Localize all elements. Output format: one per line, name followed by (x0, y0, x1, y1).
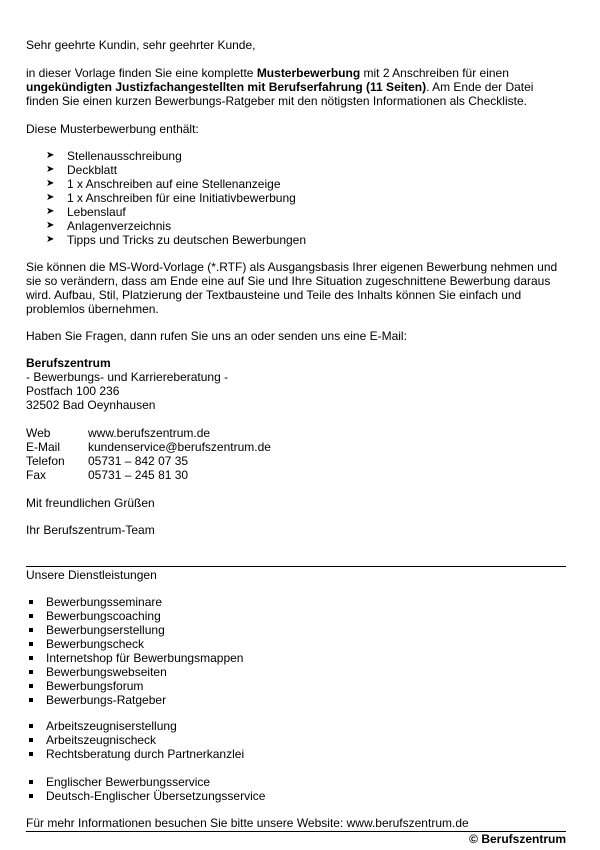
list-item: Arbeitszeugnischeck (26, 733, 566, 747)
square-bullet-icon (29, 656, 33, 660)
signature: Ihr Berufszentrum-Team (26, 523, 155, 537)
salutation: Sehr geehrte Kundin, sehr geehrter Kunde, (26, 38, 256, 52)
intro-text-start: in dieser Vorlage finden Sie eine komplette (26, 66, 257, 80)
list-item: Bewerbungserstellung (26, 623, 566, 637)
square-bullet-icon (29, 724, 33, 728)
list-item: ➤ 1 x Anschreiben für eine Initiativbewerbung (46, 191, 296, 205)
arrow-bullet-icon: ➤ (46, 220, 55, 231)
arrow-bullet-icon: ➤ (46, 234, 55, 245)
company-city: 32502 Bad Oeynhausen (26, 398, 156, 412)
arrow-bullet-icon: ➤ (46, 150, 55, 161)
square-bullet-icon (29, 600, 33, 604)
list-item: Bewerbungswebseiten (26, 665, 566, 679)
list-item: ➤ Stellenausschreibung (46, 149, 182, 163)
square-bullet-icon (29, 698, 33, 702)
square-bullet-icon (29, 628, 33, 632)
list-item: Arbeitszeugniserstellung (26, 719, 566, 733)
services-list-2 (26, 719, 566, 761)
list-item: Bewerbungs-Ratgeber (26, 693, 566, 707)
arrow-bullet-icon: ➤ (46, 178, 55, 189)
list-item: Bewerbungscheck (26, 637, 566, 651)
square-bullet-icon (29, 752, 33, 756)
intro-paragraph (26, 66, 566, 108)
more-info-text: Für mehr Informationen besuchen Sie bitte unsere Website: www.berufszentrum.de (26, 816, 469, 830)
contact-table (26, 426, 566, 482)
list-item: Bewerbungsforum (26, 679, 566, 693)
company-po-box: Postfach 100 236 (26, 384, 120, 398)
contact-row-web: Web www.berufszentrum.de (26, 426, 211, 440)
list-item: ➤ Tipps und Tricks zu deutschen Bewerbungen (46, 233, 307, 247)
intro-text-mid: mit 2 Anschreiben für einen (360, 66, 509, 80)
list-item: Deutsch-Englischer Übersetzungsservice (26, 789, 566, 803)
list-item: ➤ 1 x Anschreiben auf eine Stellenanzeige (46, 177, 281, 191)
square-bullet-icon (29, 670, 33, 674)
square-bullet-icon (29, 780, 33, 784)
list-item: Bewerbungsseminare (26, 595, 566, 609)
list-item: Internetshop für Bewerbungsmappen (26, 651, 566, 665)
list-item: ➤ Anlagenverzeichnis (46, 219, 172, 233)
arrow-bullet-icon: ➤ (46, 206, 55, 217)
intro-text-end: . Am Ende der Datei finden Sie einen kurzen Bewerbungs-Ratgeber mit den nötigsten Informationen als Checkliste. (26, 80, 534, 108)
arrow-bullet-icon: ➤ (46, 164, 55, 175)
contact-row-email: E-Mail kundenservice@berufszentrum.de (26, 440, 271, 454)
web-link[interactable]: www.berufszentrum.de (88, 426, 211, 440)
intro-bold-position: ungekündigten Justizfachangestellten mit Berufserfahrung (11 Seiten) (26, 80, 427, 94)
arrow-bullet-icon: ➤ (46, 192, 55, 203)
list-item: Bewerbungscoaching (26, 609, 566, 623)
services-list-1 (26, 595, 566, 707)
square-bullet-icon (29, 794, 33, 798)
list-item: Rechtsberatung durch Partnerkanzlei (26, 747, 566, 761)
list-item: ➤ Lebenslauf (46, 205, 126, 219)
contents-list (26, 149, 566, 247)
copyright: © Berufszentrum (469, 832, 566, 846)
company-tagline: - Bewerbungs- und Karriereberatung - (26, 370, 229, 384)
services-heading: Unsere Dienstleistungen (26, 568, 157, 582)
services-list-3 (26, 775, 566, 803)
intro-bold-musterbewerbung: Musterbewerbung (256, 66, 361, 80)
email-link[interactable]: kundenservice@berufszentrum.de (88, 440, 271, 454)
company-address (26, 356, 566, 412)
square-bullet-icon (29, 614, 33, 618)
list-item: Englischer Bewerbungsservice (26, 775, 566, 789)
square-bullet-icon (29, 642, 33, 646)
square-bullet-icon (29, 738, 33, 742)
contact-row-phone: Telefon 05731 – 842 07 35 (26, 454, 189, 468)
square-bullet-icon (29, 684, 33, 688)
company-name: Berufszentrum (26, 356, 111, 370)
list-item: ➤ Deckblatt (46, 163, 118, 177)
usage-paragraph: Sie können die MS-Word-Vorlage (*.RTF) als Ausgangsbasis Ihrer eigenen Bewerbung nehmen und sie so verändern, dass am Ende eine auf Sie und Ihre Situation zugeschnittene Bewerbung daraus wird. Aufbau, Stil, Platzierung der Textbausteine und Teile des Inhalts können Sie einfach und problemlos übernehmen. (26, 260, 558, 316)
contact-row-fax: Fax 05731 – 245 81 30 (26, 468, 189, 482)
contents-heading: Diese Musterbewerbung enthält: (26, 122, 199, 136)
divider (26, 566, 566, 567)
closing: Mit freundlichen Grüßen (26, 496, 155, 510)
questions-paragraph: Haben Sie Fragen, dann rufen Sie uns an oder senden uns eine E-Mail: (26, 329, 407, 343)
